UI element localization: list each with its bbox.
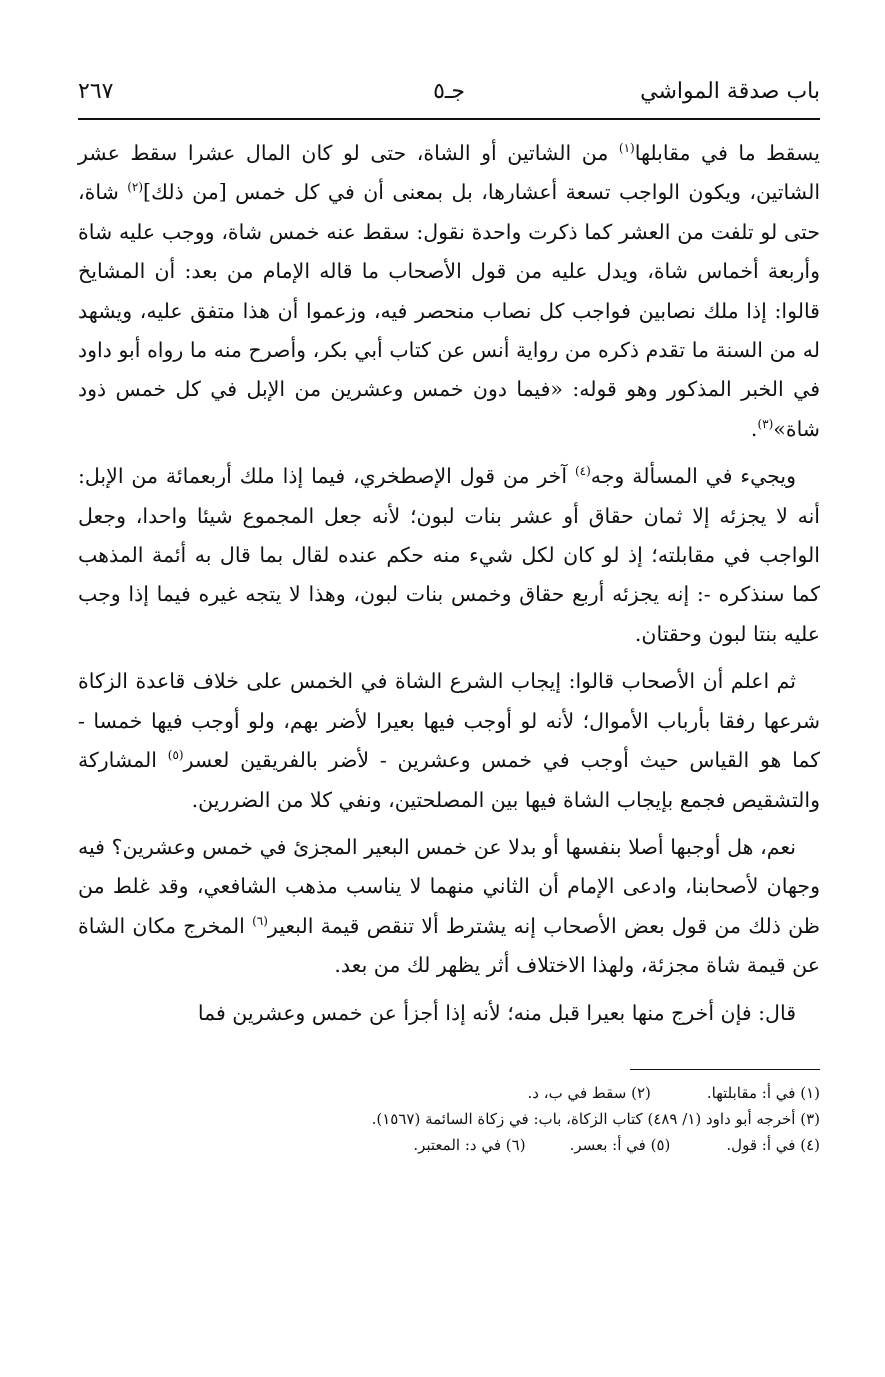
paragraph: [78, 662, 820, 820]
page-number: ٢٦٧: [78, 79, 114, 104]
footnote-ref: (٤): [574, 464, 591, 479]
footnote-text: في د: المعتبر.: [413, 1135, 501, 1154]
footnote-number: (٢): [631, 1083, 651, 1102]
footnote-item: [413, 1132, 525, 1158]
footnote-text: في أ: قول.: [726, 1135, 796, 1154]
paragraph: [78, 457, 820, 654]
text-run: من الشاتين أو الشاة، حتى لو كان المال عشرا سقط عشر الشاتين، ويكون الواجب تسعة أعشارها، بل بمعنى أن في كل خمس [من ذلك]: [78, 141, 821, 205]
footnote-line: [78, 1132, 820, 1158]
paragraph: [78, 828, 820, 986]
text-run: آخر من قول الإصطخري، فيما إذا ملك أربعمائة من الإبل: أنه لا يجزئه إلا ثمان حقاق أو عشر بنات لبون؛ لأنه جعل المجموع شيئا واحدا، وجعل الواجب في مقابلته؛ إذ لو كان لكل شيء منه حكم عنده لقال بما قال به أئمة المذهب كما سنذكره -: إنه يجزئه أربع حقاق وخمس بنات لبون، وهذا لا يتجه غيره فيما إذا وجب عليه بنتا لبون وحقتان.: [78, 464, 820, 646]
footnote-ref: (٢): [127, 180, 144, 195]
body-text: [78, 134, 820, 1033]
footnote-number: (٣): [800, 1109, 820, 1128]
footnote-ref: (٦): [252, 913, 268, 928]
footnote-line: [78, 1080, 820, 1106]
text-run: قال: فإن أخرج منها بعيرا قبل منه؛ لأنه إذا أجزأ عن خمس وعشرين فما: [197, 1000, 796, 1025]
text-run: نعم، هل أوجبها أصلا بنفسها أو بدلا عن خمس البعير المجزئ في خمس وعشرين؟ فيه وجهان لأصحابنا، وادعى الإمام أن الثاني منهما لا يناسب مذهب الشافعي، وقد غلط من ظن ذلك من قول بعض الأصحاب إنه يشترط ألا تنقص قيمة البعير: [78, 834, 820, 938]
paragraph: [78, 994, 820, 1033]
footnote-item: [726, 1132, 820, 1158]
text-run: يسقط ما في مقابلها: [634, 141, 820, 165]
book-page: [78, 70, 820, 1158]
text-run: شاة، حتى لو تلفت من العشر كما ذكرت واحدة نقول: سقط عنه خمس شاة، ووجب عليه شاة وأربعة أخماس شاة، ويدل عليه من قول الأصحاب ما قاله الإمام من بعد: أن المشايخ قالوا: إذا ملك نصابين فواجب كل نصاب منحصر فيه، وزعموا أن هذا متفق عليه، ويشهد له من السنة ما تقدم ذكره من رواية أنس عن كتاب أبي بكر، وأصرح منه ما رواه أبو داود في الخبر المذكور وهو قوله: «فيما دون خمس وعشرين من الإبل في كل خمس ذود شاة»: [78, 180, 820, 441]
footnote-ref: (١): [618, 141, 635, 156]
footnote-text: في أ: مقابلتها.: [706, 1083, 796, 1102]
running-header: [78, 70, 820, 114]
text-run: ويجيء في المسألة وجه: [590, 464, 796, 489]
chapter-title: باب صدقة المواشي: [640, 79, 820, 104]
footnote-line: [78, 1106, 820, 1132]
footnote-number: (١): [800, 1083, 820, 1102]
header-rule: [78, 118, 820, 120]
volume-label: جـ٥: [433, 79, 465, 104]
footnote-item: [372, 1106, 820, 1132]
footnote-rule: [630, 1069, 820, 1070]
paragraph: [78, 134, 820, 449]
footnote-item: [570, 1132, 671, 1158]
footnote-number: (٦): [505, 1135, 526, 1154]
footnote-number: (٥): [650, 1135, 671, 1154]
footnote-text: في أ: بعسر.: [569, 1135, 646, 1154]
footnotes: [78, 1080, 820, 1158]
text-run: .: [750, 416, 758, 441]
footnote-ref: (٥): [167, 748, 184, 763]
footnote-text: أخرجه أبو داود (١/ ٤٨٩) كتاب الزكاة، باب: في زكاة السائمة (١٥٦٧).: [371, 1109, 796, 1128]
footnote-number: (٤): [800, 1135, 820, 1154]
text-run: المشاركة والتشقيص فجمع بإيجاب الشاة فيها بين المصلحتين، ونفي كلا من الضررين.: [78, 748, 820, 812]
footnote-item: [707, 1080, 820, 1106]
footnote-text: سقط في ب، د.: [527, 1083, 627, 1102]
text-run: المخرج مكان الشاة عن قيمة شاة مجزئة، ولهذا الاختلاف أثر يظهر لك من بعد.: [78, 913, 820, 978]
text-run: ثم اعلم أن الأصحاب قالوا: إيجاب الشرع الشاة في الخمس على خلاف قاعدة الزكاة شرعها رفقا بأرباب الأموال؛ لأنه لو أوجب فيها بعيرا لأضر بهم، ولو أوجب فيها خمسا - كما هو القياس حيث أوجب في خمس وعشرين - لأضر بالفريقين لعسر: [78, 669, 820, 773]
footnote-ref: (٣): [757, 417, 774, 432]
footnote-item: [528, 1080, 651, 1106]
